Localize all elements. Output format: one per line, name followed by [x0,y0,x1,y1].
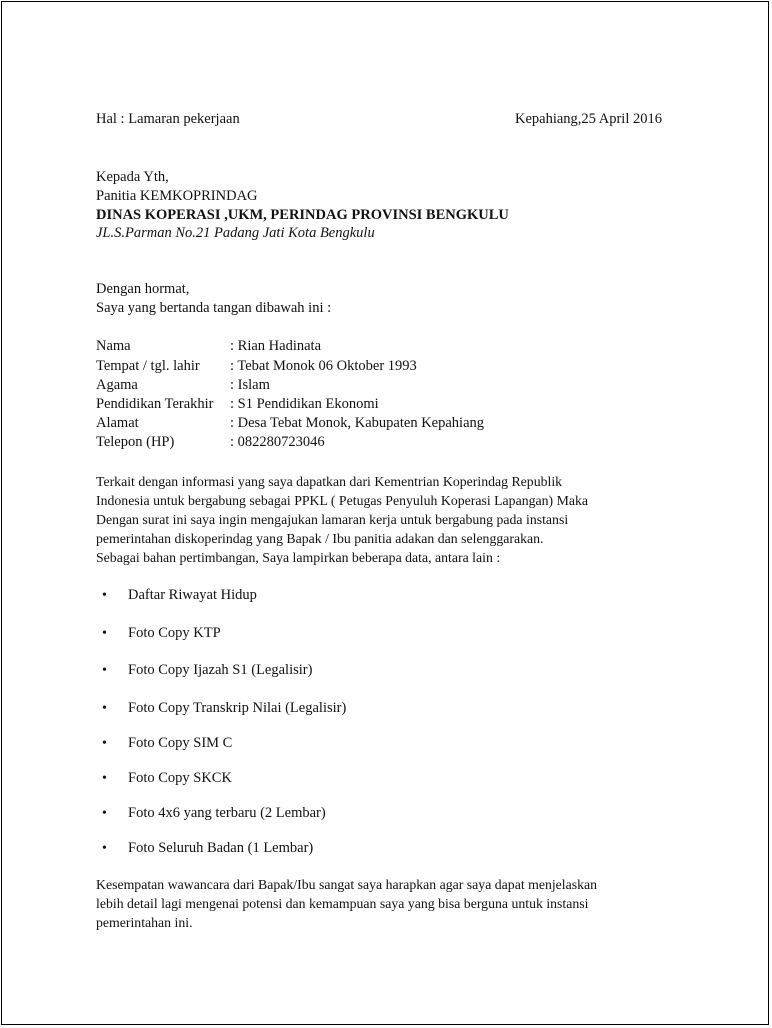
list-item-text: Foto Seluruh Badan (1 Lembar) [128,840,314,856]
list-item-text: Foto Copy Transkrip Nilai (Legalisir) [128,700,347,716]
list-item-text: Foto Copy SKCK [128,770,232,786]
bullet-icon: • [102,771,107,786]
identity-label: Agama [96,377,138,393]
identity-value: : S1 Pendidikan Ekonomi [230,396,379,412]
bullet-icon: • [102,663,107,678]
identity-row [96,433,325,452]
identity-row [96,376,270,395]
bullet-icon: • [102,736,107,751]
identity-row [96,414,484,433]
list-item [102,769,232,788]
list-item-text: Daftar Riwayat Hidup [128,587,257,603]
list-item [102,839,313,858]
list-item-text: Foto Copy SIM C [128,735,233,751]
identity-row [96,395,379,414]
bullet-icon: • [102,588,107,603]
letter-page [1,1,769,1025]
identity-value: : Desa Tebat Monok, Kabupaten Kepahiang [230,415,485,431]
subject-line: Hal : Lamaran pekerjaan [96,111,240,127]
list-item [102,661,312,680]
greeting: Dengan hormat, [96,281,190,297]
identity-label: Nama [96,338,131,354]
bullet-icon: • [102,806,107,821]
identity-label: Pendidikan Terakhir [96,396,214,412]
paragraph-line: Indonesia untuk bergabung sebagai PPKL ( Petugas Penyuluh Koperasi Lapangan) Maka [96,493,588,508]
recipient-office: DINAS KOPERASI ,UKM, PERINDAG PROVINSI BENGKULU [96,207,509,223]
identity-value: : 082280723046 [230,434,325,450]
closing-paragraph [96,875,676,932]
bullet-icon: • [102,626,107,641]
list-item-text: Foto Copy Ijazah S1 (Legalisir) [128,662,313,678]
list-item [102,699,346,718]
bullet-icon: • [102,701,107,716]
list-item-text: Foto 4x6 yang terbaru (2 Lembar) [128,805,326,821]
paragraph-line: Dengan surat ini saya ingin mengajukan lamaran kerja untuk bergabung pada instansi [96,512,569,527]
recipient-salutation: Kepada Yth, [96,169,169,185]
list-item-text: Foto Copy KTP [128,625,221,641]
paragraph-line: pemerintahan ini. [96,915,193,930]
list-item [102,586,257,605]
paragraph-line: lebih detail lagi mengenai potensi dan kemampuan saya yang bisa berguna untuk instansi [96,896,589,911]
identity-value: : Rian Hadinata [230,338,322,354]
identity-row [96,337,321,356]
intro-line: Saya yang bertanda tangan dibawah ini : [96,300,332,316]
recipient-committee: Panitia KEMKOPRINDAG [96,188,258,204]
paragraph-line: Sebagai bahan pertimbangan, Saya lampirkan beberapa data, antara lain : [96,550,501,565]
place-date: Kepahiang,25 April 2016 [515,111,662,127]
identity-value: : Tebat Monok 06 Oktober 1993 [230,358,417,374]
identity-label: Telepon (HP) [96,434,175,450]
identity-label: Tempat / tgl. lahir [96,358,200,374]
identity-value: : Islam [230,377,270,393]
paragraph-line: pemerintahan diskoperindag yang Bapak / Ibu panitia adakan dan selenggarakan. [96,531,544,546]
paragraph-line: Kesempatan wawancara dari Bapak/Ibu sangat saya harapkan agar saya dapat menjelaskan [96,877,598,892]
body-paragraph [96,472,676,567]
identity-label: Alamat [96,415,139,431]
list-item [102,624,221,643]
paragraph-line: Terkait dengan informasi yang saya dapatkan dari Kementrian Koperindag Republik [96,474,563,489]
bullet-icon: • [102,841,107,856]
identity-row [96,357,417,376]
list-item [102,734,232,753]
list-item [102,804,326,823]
recipient-address: JL.S.Parman No.21 Padang Jati Kota Bengkulu [96,225,375,241]
